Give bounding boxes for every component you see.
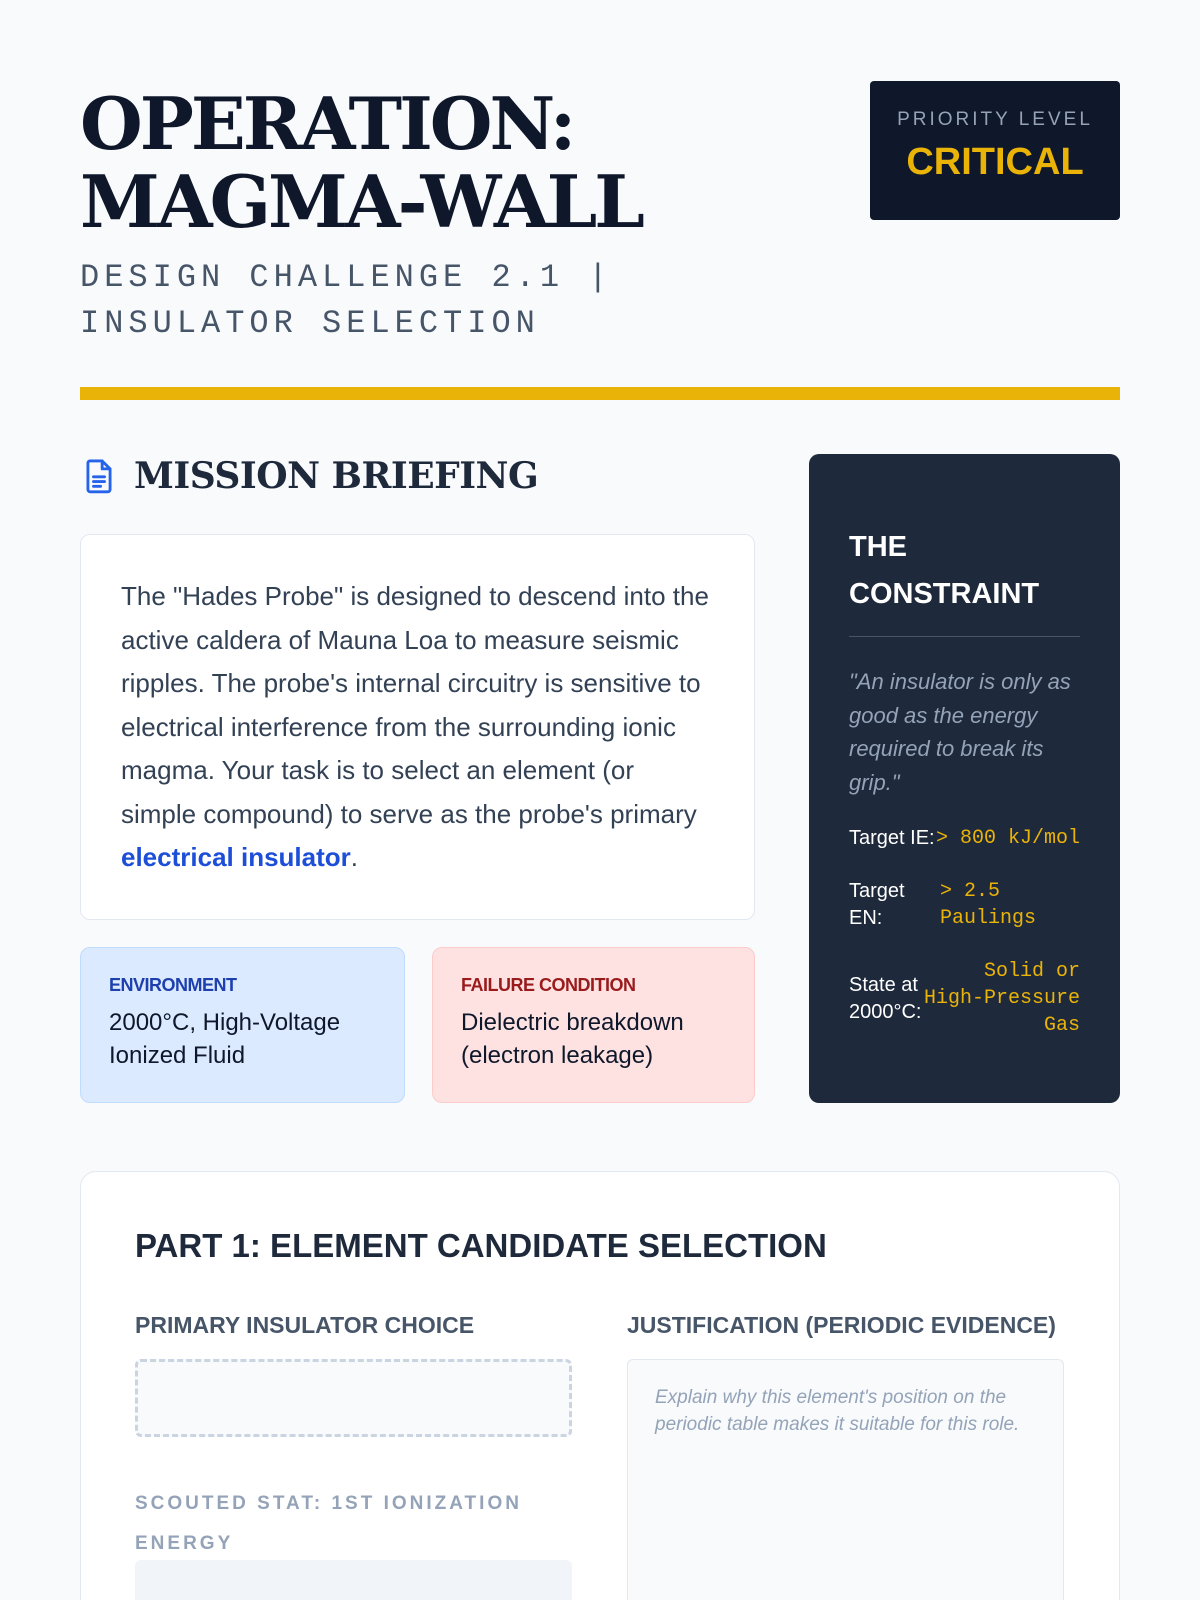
- constraint-title: THE CONSTRAINT: [849, 524, 1080, 637]
- failure-condition-card: [432, 947, 755, 1103]
- title-line-1: OPERATION:: [80, 81, 574, 166]
- constraint-panel: [809, 454, 1120, 1103]
- priority-label: PRIORITY LEVEL: [897, 109, 1093, 130]
- insulator-choice-dropzone[interactable]: [135, 1359, 572, 1437]
- justification-input[interactable]: Explain why this element's position on the periodic table makes it suitable for this role.: [627, 1359, 1064, 1600]
- part1-card: [80, 1171, 1120, 1600]
- constraint-value: > 2.5 Paulings: [940, 880, 1037, 930]
- document-icon: [80, 457, 118, 495]
- page-title: [80, 81, 840, 244]
- accent-divider: [80, 387, 1120, 400]
- environment-value: 2000°C, High-Voltage Ionized Fluid: [109, 1009, 341, 1069]
- failure-label: FAILURE CONDITION: [461, 975, 636, 995]
- briefing-card: [80, 534, 755, 920]
- environment-card: [80, 947, 405, 1103]
- part1-title: PART 1: ELEMENT CANDIDATE SELECTION: [135, 1227, 827, 1264]
- briefing-text-end: .: [350, 842, 358, 872]
- failure-value: Dielectric breakdown (electron leakage): [461, 1009, 684, 1069]
- constraint-key: Target EN:: [849, 880, 905, 929]
- constraint-key: State at 2000°C:: [849, 973, 922, 1023]
- title-line-2: MAGMA-WALL: [80, 159, 642, 244]
- justification-label: JUSTIFICATION (PERIODIC EVIDENCE): [627, 1312, 1056, 1338]
- briefing-highlight: electrical insulator: [121, 842, 351, 872]
- insulator-choice-label: PRIMARY INSULATOR CHOICE: [135, 1312, 475, 1338]
- briefing-title: MISSION BRIEFING: [134, 455, 539, 497]
- constraint-quote: "An insulator is only as good as the energy required to break its grip.": [849, 669, 1071, 795]
- constraint-row-ie: [849, 825, 1080, 852]
- scouted-stat-label: SCOUTED STAT: 1ST IONIZATION ENERGY: [135, 1493, 522, 1554]
- environment-label: ENVIRONMENT: [109, 975, 237, 995]
- constraint-key: Target IE:: [849, 827, 935, 849]
- ionization-energy-input[interactable]: [135, 1560, 572, 1600]
- priority-badge: [870, 81, 1120, 220]
- constraint-row-state: [849, 958, 1080, 1039]
- briefing-heading: [80, 455, 538, 497]
- priority-value: CRITICAL: [906, 141, 1084, 183]
- briefing-text: The "Hades Probe" is designed to descend into the active caldera of Mauna Loa to measure seismic ripples. The probe's internal circuitry is sensitive to electrical interference from the surrounding ionic magma. Your task is to select an element (or simple compound) to serve as the probe's primary: [121, 581, 709, 829]
- constraint-value: > 800 kJ/mol: [935, 827, 1080, 850]
- constraint-row-en: [849, 878, 1080, 932]
- constraint-value: Solid or High-Pressure Gas: [923, 960, 1080, 1037]
- page-subtitle: DESIGN CHALLENGE 2.1 | INSULATOR SELECTION: [80, 259, 613, 342]
